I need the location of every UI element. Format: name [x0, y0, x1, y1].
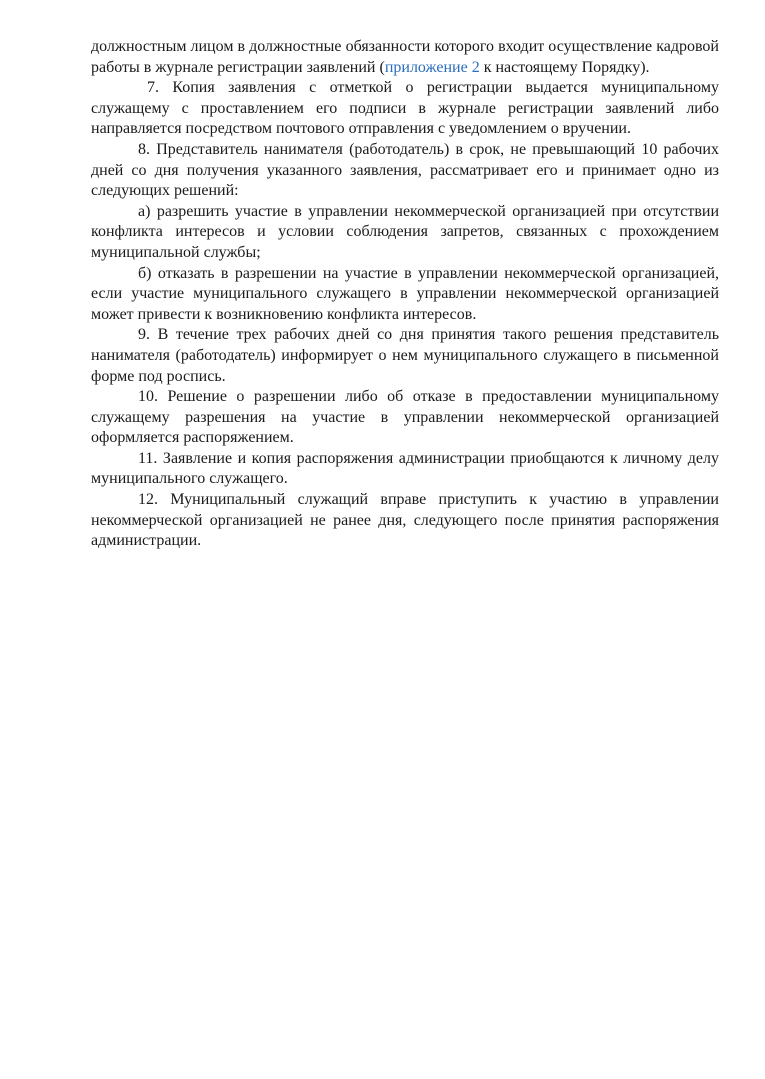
paragraph-continuation-tail: к настоящему Порядку). — [479, 58, 650, 76]
paragraph-8b: б) отказать в разрешении на участие в управлении некоммерческой организацией, если участие муниципального служащего в управлении некоммерческой организацией может привести к возникновению конфликта интересов. — [91, 264, 719, 323]
paragraph-8a: а) разрешить участие в управлении некоммерческой организацией при отсутствии конфликта интересов и условии соблюдения запретов, связанных с прохождением муниципальной службы; — [91, 202, 719, 261]
paragraph-continuation-text: должностным лицом в должностные обязанности которого входит осуществление кадровой работы в журнале регистрации заявлений ( — [91, 38, 719, 76]
document-page — [91, 37, 719, 552]
paragraph-11: 11. Заявление и копия распоряжения администрации приобщаются к личному делу муниципального служащего. — [91, 449, 719, 488]
paragraph-10: 10. Решение о разрешении либо об отказе в предоставлении муниципальному служащему разрешения на участие в управлении некоммерческой организацией оформляется распоряжением. — [91, 388, 719, 447]
appendix-2-link[interactable]: приложение 2 — [384, 58, 480, 76]
paragraph-8: 8. Представитель нанимателя (работодатель) в срок, не превышающий 10 рабочих дней со дня получения указанного заявления, рассматривает его и принимает одно из следующих решений: — [91, 140, 719, 200]
paragraph-continuation — [91, 37, 719, 78]
paragraph-9: 9. В течение трех рабочих дней со дня принятия такого решения представитель нанимателя (работодатель) информирует о нем муниципального служащего в письменной форме под роспись. — [91, 326, 719, 385]
paragraph-12: 12. Муниципальный служащий вправе приступить к участию в управлении некоммерческой организацией не ранее дня, следующего после принятия распоряжения администрации. — [91, 491, 719, 550]
paragraph-7: 7. Копия заявления с отметкой о регистрации выдается муниципальному служащему с проставлением его подписи в журнале регистрации заявлений либо направляется посредством почтового отправления с уведомлением о вручении. — [91, 79, 719, 138]
